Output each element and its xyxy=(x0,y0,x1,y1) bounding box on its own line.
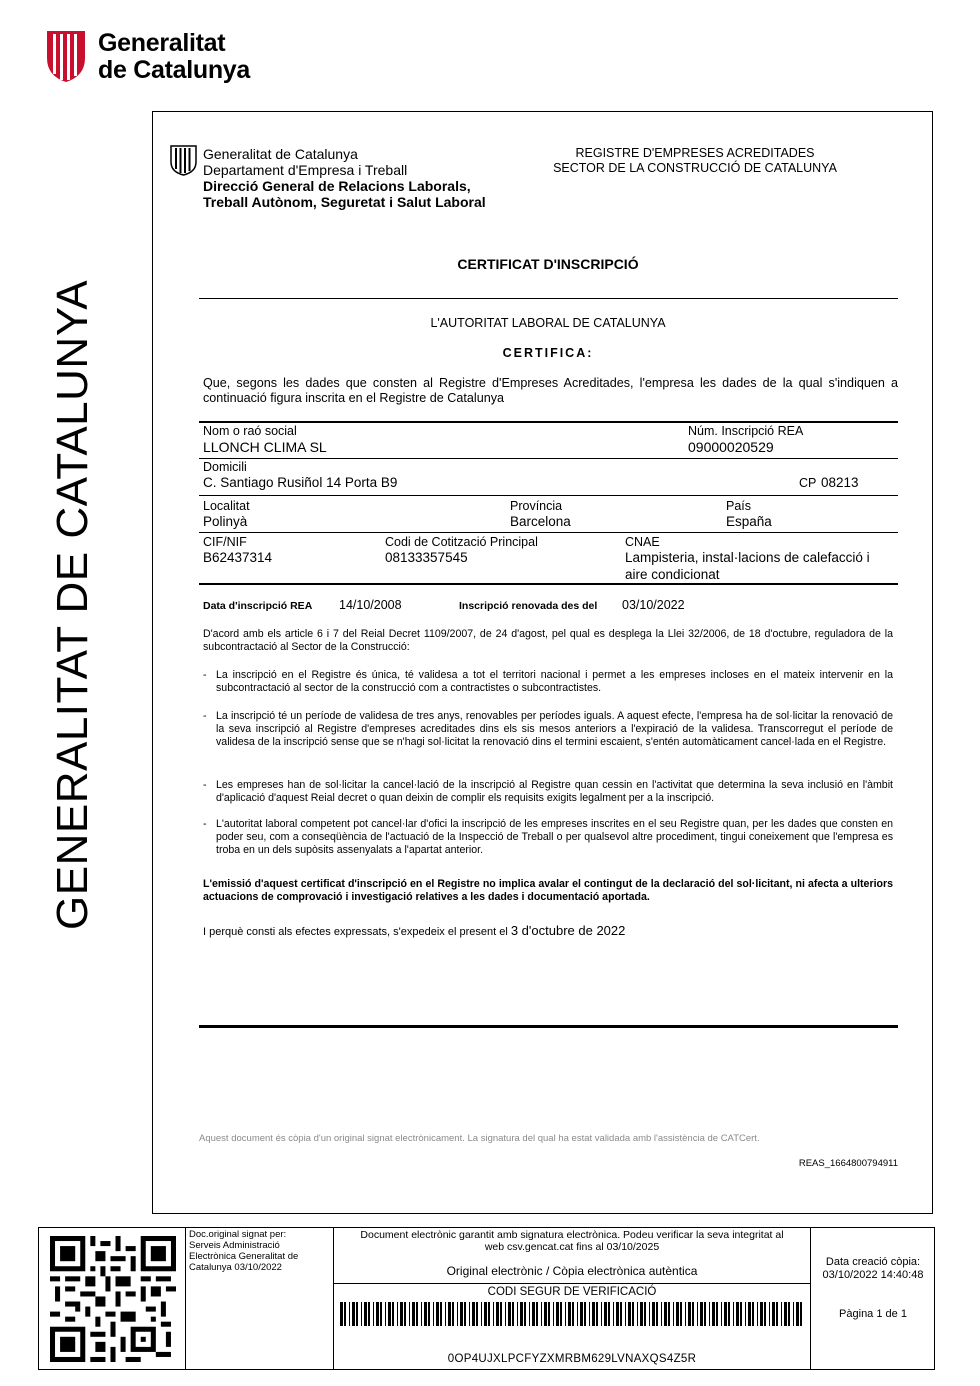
barcode-bar xyxy=(628,1302,631,1326)
barcode-bar xyxy=(556,1302,559,1326)
barcode-bar xyxy=(580,1302,583,1326)
barcode-bar xyxy=(661,1302,662,1326)
barcode-bar xyxy=(517,1302,518,1326)
signed-line2: Serveis Administració xyxy=(189,1240,280,1251)
barcode-bar xyxy=(709,1302,710,1326)
barcode-bar xyxy=(764,1302,766,1326)
bullet-dash: - xyxy=(203,710,207,722)
barcode-bar xyxy=(692,1302,694,1326)
side-vertical-text: GENERALITAT DE CATALUNYA xyxy=(48,279,97,930)
header-left-line4: Treball Autònom, Seguretat i Salut Laboral xyxy=(203,194,486,210)
barcode-bar xyxy=(421,1302,422,1326)
title-divider xyxy=(199,298,898,299)
barcode-bar xyxy=(680,1302,682,1326)
barcode-bar xyxy=(664,1302,667,1326)
barcode-bar xyxy=(608,1302,610,1326)
barcode-bar xyxy=(644,1302,646,1326)
signed-by-block xyxy=(189,1229,298,1273)
barcode-bar xyxy=(577,1302,578,1326)
authority-text: L'AUTORITAT LABORAL DE CATALUNYA xyxy=(430,316,666,330)
barcode-bar xyxy=(560,1302,562,1326)
barcode-bar xyxy=(740,1302,742,1326)
barcode-bar xyxy=(721,1302,722,1326)
bullet-dash: - xyxy=(203,669,207,681)
barcode-bar xyxy=(589,1302,590,1326)
header-left-line3: Direcció General de Relacions Laborals, xyxy=(203,178,471,194)
cp-label: CP xyxy=(799,476,817,490)
company-name: LLONCH CLIMA SL xyxy=(203,439,327,455)
certifica-heading: CERTIFICA: xyxy=(502,346,594,360)
created-block xyxy=(811,1256,935,1282)
barcode-bar xyxy=(685,1302,686,1326)
barcode-bar xyxy=(637,1302,638,1326)
barcode-bar xyxy=(757,1302,758,1326)
barcode-bar xyxy=(544,1302,547,1326)
barcode-bar xyxy=(568,1302,571,1326)
bullet-text: La inscripció té un període de validesa de tres anys, renovables per períodes iguals. A aquest efecte, l'empresa ha de sol·licitar la renovació de la seva inscripció al Registre d'empreses acreditades dins els sis mesos anteriors a l'expiració de la validesa. Transcorregut el període de validesa de la inscripció sense que se n'hagi sol·licitat la renovació dins el termini escaient, s'entén automàticament cancel·lada en el Registre. xyxy=(216,710,893,749)
barcode-bar xyxy=(476,1302,478,1326)
barcode-bar xyxy=(668,1302,670,1326)
barcode-bar xyxy=(760,1302,763,1326)
pais-label: País xyxy=(726,499,752,513)
barcode-bar xyxy=(392,1302,394,1326)
inscripcio-date-label: Data d'inscripció REA xyxy=(203,600,313,612)
barcode-bar xyxy=(388,1302,391,1326)
barcode-bar xyxy=(380,1302,382,1326)
barcode-bar xyxy=(457,1302,458,1326)
barcode-bar xyxy=(529,1302,530,1326)
header-left-line2: Departament d'Empresa i Treball xyxy=(203,162,408,178)
logo-line2: de Catalunya xyxy=(98,56,251,84)
barcode-bar xyxy=(445,1302,446,1326)
cnae-line2: aire condicionat xyxy=(625,567,720,582)
barcode-bar xyxy=(776,1302,778,1326)
barcode-bar xyxy=(368,1302,370,1326)
barcode-bar xyxy=(724,1302,727,1326)
barcode-bar xyxy=(493,1302,494,1326)
generalitat-logo-text xyxy=(98,30,250,84)
barcode-bar xyxy=(736,1302,739,1326)
guarantee-text xyxy=(334,1229,810,1253)
copy-note: Aquest document és còpia d'un original signat electrònicament. La signatura del qual ha estat validada amb l'assistència de CATCert. xyxy=(199,1133,760,1144)
barcode-bar xyxy=(508,1302,511,1326)
bullet-text: La inscripció en el Registre és única, té validesa a tot el territori nacional i permet a les empreses incloses en el mateix intervenir en la subcontractació al sector de la construcció com a contractistes o subcontractistes. xyxy=(216,669,893,695)
barcode-bar xyxy=(604,1302,607,1326)
barcode-bar xyxy=(505,1302,506,1326)
barcode-bar xyxy=(788,1302,790,1326)
header-department xyxy=(203,146,486,210)
logo-line1: Generalitat xyxy=(98,29,226,57)
cp-value: 08213 xyxy=(821,475,859,490)
created-label: Data creació còpia: xyxy=(825,1256,921,1268)
barcode-bar xyxy=(632,1302,634,1326)
signed-line3: Electrònica Generalitat de xyxy=(189,1251,299,1262)
signed-line1: Doc.original signat per: xyxy=(189,1229,287,1240)
barcode-bar xyxy=(500,1302,502,1326)
barcode-bar xyxy=(541,1302,542,1326)
barcode-bar xyxy=(748,1302,751,1326)
closing-sentence xyxy=(203,923,893,938)
cnae-line1: Lampisteria, instal·lacions de calefacció i xyxy=(625,550,870,565)
barcode-bar xyxy=(772,1302,775,1326)
barcode-bar xyxy=(733,1302,734,1326)
barcode-bar xyxy=(700,1302,703,1326)
legal-intro: D'acord amb els article 6 i 7 del Reial Decret 1109/2007, de 24 d'agost, pel qual es desplega la Llei 32/2006, de 18 d'octubre, reguladora de la subcontractació al Sector de la Construcció: xyxy=(203,628,893,654)
rea-number: 09000020529 xyxy=(688,439,774,455)
provincia-value: Barcelona xyxy=(510,514,571,529)
barcode-bar xyxy=(385,1302,386,1326)
barcode-bar xyxy=(676,1302,679,1326)
barcode-bar xyxy=(620,1302,622,1326)
barcode-bar xyxy=(584,1302,586,1326)
barcode-bar xyxy=(520,1302,523,1326)
barcode-bar xyxy=(745,1302,746,1326)
barcode-bar xyxy=(373,1302,374,1326)
barcode-bar xyxy=(673,1302,674,1326)
barcode-bar xyxy=(793,1302,794,1326)
barcode-bar xyxy=(364,1302,367,1326)
cotitzacio-value: 08133357545 xyxy=(385,550,468,565)
barcode-bar xyxy=(340,1302,343,1326)
barcode-bar xyxy=(428,1302,430,1326)
cif-value: B62437314 xyxy=(203,550,273,565)
closing-date: 3 d'octubre de 2022 xyxy=(510,923,626,938)
bullet-dash: - xyxy=(203,779,207,791)
barcode-bar xyxy=(656,1302,658,1326)
domicili-value: C. Santiago Rusiñol 14 Porta B9 xyxy=(203,475,398,490)
domicili-label: Domicili xyxy=(203,460,247,474)
barcode-bar xyxy=(356,1302,358,1326)
provincia-label: Província xyxy=(510,499,563,513)
cnae-label: CNAE xyxy=(625,535,660,549)
footer-hline xyxy=(334,1283,810,1284)
signature-line xyxy=(199,1025,898,1028)
generalitat-logo-icon xyxy=(44,28,88,84)
barcode-bar xyxy=(472,1302,475,1326)
bullet-2 xyxy=(203,710,893,750)
generalitat-small-logo-icon xyxy=(170,145,197,176)
barcode-icon xyxy=(340,1302,805,1326)
barcode-bar xyxy=(424,1302,427,1326)
name-label: Nom o raó social xyxy=(203,424,297,438)
created-value: 03/10/2022 14:40:48 xyxy=(822,1269,924,1281)
barcode-bar xyxy=(481,1302,482,1326)
barcode-bar xyxy=(716,1302,718,1326)
barcode-bar xyxy=(349,1302,350,1326)
barcode-bar xyxy=(596,1302,598,1326)
table-top-line xyxy=(199,421,898,423)
original-text: Original electrònic / Còpia electrònica autèntica xyxy=(446,1264,698,1278)
closing-prefix: I perquè consti als efectes expressats, s'expedeix el present el xyxy=(203,926,508,938)
page-title: CERTIFICAT D'INSCRIPCIÓ xyxy=(457,256,639,272)
row-line-1 xyxy=(199,458,898,459)
barcode-bar xyxy=(412,1302,415,1326)
barcode-bar xyxy=(436,1302,439,1326)
barcode-bar xyxy=(496,1302,499,1326)
barcode-bar xyxy=(652,1302,655,1326)
barcode-bar xyxy=(376,1302,379,1326)
barcode-bar xyxy=(512,1302,514,1326)
renovada-date: 03/10/2022 xyxy=(622,598,685,612)
csv-code: 0OP4UJXLPCFYZXMRBM629LVNAXQS4Z5R xyxy=(447,1353,697,1365)
barcode-bar xyxy=(601,1302,602,1326)
barcode-bar xyxy=(553,1302,554,1326)
barcode-bar xyxy=(781,1302,782,1326)
header-left-line1: Generalitat de Catalunya xyxy=(203,146,358,162)
intro-text: Que, segons les dades que consten al Registre d'Empreses Acreditades, l'empresa les dades de la qual s'indiquen a continuació figura inscrita en el Registre de Catalunya xyxy=(203,376,898,405)
document-frame xyxy=(152,111,933,1214)
header-registry xyxy=(520,146,870,176)
page-number: Pàgina 1 de 1 xyxy=(839,1308,907,1320)
barcode-bar xyxy=(440,1302,442,1326)
barcode-bar xyxy=(400,1302,403,1326)
barcode-bar xyxy=(592,1302,595,1326)
barcode-bar xyxy=(532,1302,535,1326)
rea-label: Núm. Inscripció REA xyxy=(688,424,804,438)
row-line-3 xyxy=(199,532,898,533)
barcode-bar xyxy=(616,1302,619,1326)
renovada-date-label: Inscripció renovada des del xyxy=(459,600,598,612)
barcode-bar xyxy=(712,1302,715,1326)
barcode-bar xyxy=(404,1302,406,1326)
cif-label: CIF/NIF xyxy=(203,535,247,549)
barcode-bar xyxy=(448,1302,451,1326)
guarantee-line2: web csv.gencat.cat fins al 03/10/2025 xyxy=(484,1241,660,1253)
barcode-bar xyxy=(452,1302,454,1326)
localitat-value: Polinyà xyxy=(203,514,248,529)
barcode-bar xyxy=(344,1302,346,1326)
barcode-bar xyxy=(572,1302,574,1326)
bullet-dash: - xyxy=(203,818,207,830)
reas-code: REAS_1664800794911 xyxy=(798,1158,898,1169)
guarantee-line1: Document electrònic garantit amb signatura electrònica. Podeu verificar la seva integritat al xyxy=(360,1229,784,1241)
barcode-bar xyxy=(697,1302,698,1326)
barcode-bar xyxy=(433,1302,434,1326)
barcode-bar xyxy=(536,1302,538,1326)
row-line-2 xyxy=(199,495,898,496)
inscripcio-date: 14/10/2008 xyxy=(339,598,402,612)
barcode-bar xyxy=(649,1302,650,1326)
barcode-bar xyxy=(752,1302,754,1326)
bold-note: L'emissió d'aquest certificat d'inscripció en el Registre no implica avalar el contingut de la declaració del sol·licitant, ni afecta a ulteriors actuacions de comprovació i investigació relatives a les dades i documentació aportada. xyxy=(203,878,893,904)
barcode-bar xyxy=(784,1302,787,1326)
barcode-bar xyxy=(464,1302,466,1326)
barcode-bar xyxy=(409,1302,410,1326)
barcode-bar xyxy=(769,1302,770,1326)
footer-cell-divider-1 xyxy=(185,1227,186,1370)
header-right-line2: SECTOR DE LA CONSTRUCCIÓ DE CATALUNYA xyxy=(553,161,837,175)
barcode-bar xyxy=(524,1302,526,1326)
footer-cell-divider-3 xyxy=(810,1227,811,1370)
qr-code-icon xyxy=(50,1236,176,1362)
barcode-bar xyxy=(800,1302,802,1326)
pais-value: España xyxy=(726,514,772,529)
barcode-bar xyxy=(613,1302,614,1326)
bullet-text: Les empreses han de sol·licitar la cancel·lació de la inscripció al Registre quan cessin en l'activitat que determina la seva inclusió en l'àmbit d'aplicació d'aquest Reial decret o quan deixin de complir els requisits exigits legalment per a la inscripció. xyxy=(216,779,893,805)
barcode-bar xyxy=(361,1302,362,1326)
table-bottom-line xyxy=(199,583,898,585)
barcode-bar xyxy=(397,1302,398,1326)
header-right-line1: REGISTRE D'EMPRESES ACREDITADES xyxy=(575,146,815,160)
barcode-bar xyxy=(469,1302,470,1326)
bullet-text: L'autoritat laboral competent pot cancel·lar d'ofici la inscripció de les empreses inscrites en el seu Registre quan, per les dades que consten en poder seu, com a conseqüència de l'actuació de la Inspecció de Treball o per qualsevol altre procediment, tingui coneixement que l'empresa es troba en un dels supòsits assenyalats a l'apartat anterior. xyxy=(216,818,893,857)
csv-label: CODI SEGUR DE VERIFICACIÓ xyxy=(487,1286,657,1298)
localitat-label: Localitat xyxy=(203,499,250,513)
cotitzacio-label: Codi de Cotització Principal xyxy=(385,535,538,549)
barcode-bar xyxy=(488,1302,490,1326)
barcode-bar xyxy=(416,1302,418,1326)
barcode-bar xyxy=(688,1302,691,1326)
barcode-bar xyxy=(640,1302,643,1326)
barcode-bar xyxy=(352,1302,355,1326)
bullet-4 xyxy=(203,818,893,858)
bullet-1 xyxy=(203,669,893,695)
barcode-bar xyxy=(796,1302,799,1326)
barcode-bar xyxy=(548,1302,550,1326)
barcode-bar xyxy=(565,1302,566,1326)
barcode-bar xyxy=(704,1302,706,1326)
barcode-bar xyxy=(728,1302,730,1326)
barcode-bar xyxy=(484,1302,487,1326)
barcode-bar xyxy=(460,1302,463,1326)
signed-line4: Catalunya 03/10/2022 xyxy=(189,1262,282,1273)
barcode-bar xyxy=(625,1302,626,1326)
bullet-3 xyxy=(203,779,893,805)
